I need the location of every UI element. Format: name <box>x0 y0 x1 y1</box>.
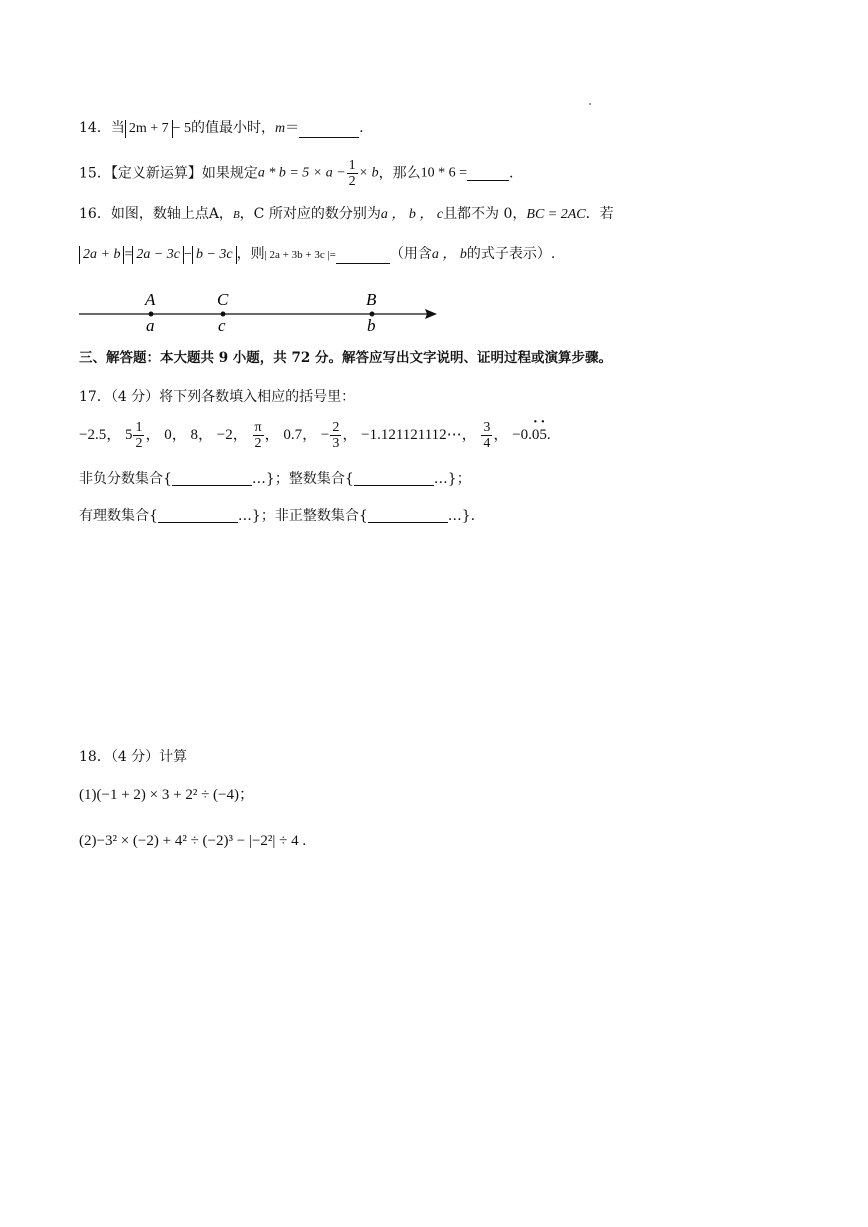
sep: ， <box>342 427 358 443</box>
q15-frac-num: 1 <box>348 158 356 173</box>
num-11-repeat-1: · 0 <box>532 428 540 443</box>
q16-bc: BC = 2AC <box>526 207 586 222</box>
num-8-sign: − <box>320 427 330 443</box>
q14-mid: 的值最小时， <box>191 120 276 136</box>
q18-part-2-expr: −3² × (−2) + 4² ÷ (−2)³ − |−2²| ÷ 4 . <box>96 833 307 849</box>
value-a-label: a <box>146 316 155 335</box>
q16-text-e: ．若 <box>585 206 614 222</box>
set-nonpos-integer-label: 非正整数集合{ <box>274 508 368 524</box>
q15-lhs: a * b = 5 × a − <box>257 165 346 181</box>
value-b-label: b <box>367 316 376 335</box>
value-c-label: c <box>218 316 226 335</box>
q15-rhs: × b <box>358 165 379 181</box>
q15-prefix: 15．【定义新运算】如果规定 <box>79 165 258 182</box>
q15-mid: ，那么 <box>378 165 421 182</box>
q14-var: m <box>275 121 286 136</box>
number-line-figure <box>75 288 445 338</box>
num-9: −1.121121112⋯ <box>361 427 462 443</box>
q16-then: ，则 <box>236 246 265 262</box>
set-close: …} <box>433 471 457 487</box>
q15-calc: 10 * 6 = <box>420 165 468 181</box>
num-2-num: 1 <box>135 420 143 435</box>
q14-abs <box>125 120 173 138</box>
sep: ， <box>264 427 280 443</box>
sep: ， <box>461 427 477 443</box>
set-rational-label: 有理数集合{ <box>79 508 158 524</box>
num-3: 0 <box>164 427 172 443</box>
sep: ， <box>145 427 161 443</box>
num-8-num: 2 <box>332 420 340 435</box>
num-10-num: 3 <box>483 420 491 435</box>
q16-minus: − <box>184 247 192 262</box>
question-16-line1 <box>79 207 614 222</box>
q14-end: . <box>359 120 364 136</box>
question-17-numbers <box>79 420 551 451</box>
sep: ， <box>198 427 214 443</box>
q16-tail-end: 的式子表示）. <box>466 246 556 262</box>
set-integer-blank[interactable] <box>354 471 434 486</box>
q15-answer-blank[interactable] <box>467 166 509 181</box>
corner-mark <box>589 103 591 105</box>
section-3-heading: 三、解答题：本大题共 9 小题，共 72 分。解答应写出文字说明、证明过程或演算步骤。 <box>79 350 612 366</box>
q18-part-1-label: (1) <box>79 787 97 803</box>
q16-vars: a ， b ， c <box>380 207 444 222</box>
num-4: 8 <box>190 427 199 443</box>
q18-part-1-expr: (−1 + 2) × 3 + 2² ÷ (−4)； <box>96 787 255 803</box>
sep: ， <box>493 427 509 443</box>
num-7: 0.7 <box>283 427 303 443</box>
num-2-den: 2 <box>135 436 143 451</box>
set-close-end: …}. <box>447 508 476 524</box>
num-2-int: 5 <box>124 427 133 443</box>
q16-text-d: 且都不为 0， <box>443 206 527 222</box>
set-close: …} <box>237 508 261 524</box>
num-1: −2.5 <box>79 427 107 443</box>
num-5: −2 <box>216 427 233 443</box>
question-15 <box>79 158 513 189</box>
q16-tail: （用含 <box>389 246 432 262</box>
q14-eq: ＝ <box>285 121 300 136</box>
q18-part-2-label: (2) <box>79 833 97 849</box>
q16-abs1 <box>79 246 124 264</box>
set-nonneg-fraction-blank[interactable] <box>172 471 252 486</box>
set-semi: ； <box>456 471 471 487</box>
question-14 <box>79 120 364 138</box>
sep: ， <box>302 427 318 443</box>
question-17-title: 17．（4 分）将下列各数填入相应的括号里： <box>79 389 356 405</box>
num-2-frac <box>133 420 144 451</box>
q16-answer-blank[interactable] <box>336 249 390 264</box>
q16-point-b: B <box>232 209 240 221</box>
set-close: …} <box>251 471 275 487</box>
q14-rest: − 5 <box>172 121 192 136</box>
sep: ， <box>106 427 122 443</box>
set-nonpos-integer-blank[interactable] <box>368 508 448 523</box>
q16-prefix: 16．如图，数轴上点A， <box>79 206 233 222</box>
q16-abs1-expr: 2a + b <box>83 247 121 262</box>
num-6-frac <box>253 420 264 451</box>
num-10-frac <box>481 420 492 451</box>
q16-text-c: ，C 所对应的数分别为 <box>239 206 381 222</box>
q18-part-1 <box>79 788 254 803</box>
num-11 <box>512 427 547 443</box>
point-b-label: B <box>366 290 377 309</box>
sep: ， <box>232 427 248 443</box>
q16-abs3-expr: b − 3c <box>195 247 233 262</box>
q14-prefix: 14．当 <box>79 120 125 136</box>
q15-frac-den: 2 <box>348 174 356 189</box>
q15-end: . <box>509 165 514 182</box>
q16-query: | 2a + 3b + 3c |= <box>264 249 336 261</box>
sets-row-1 <box>79 471 471 486</box>
question-16-line2 <box>79 246 555 264</box>
num-end: . <box>546 427 551 443</box>
num-8-den: 3 <box>332 436 340 451</box>
q14-abs-expr: 2m + 7 <box>128 121 169 136</box>
sets-row-2 <box>79 508 475 523</box>
set-integer-label: 整数集合{ <box>288 471 354 487</box>
sep: ， <box>171 427 187 443</box>
q16-abs2-expr: 2a − 3c <box>136 247 181 262</box>
q14-answer-blank[interactable] <box>299 123 359 138</box>
num-6-den: 2 <box>254 436 262 451</box>
num-11-repeat-2: · 5 <box>539 428 547 443</box>
set-semi: ； <box>260 508 275 524</box>
q16-tail-vars: a ， b <box>431 247 467 262</box>
q15-fraction <box>347 158 358 189</box>
point-a-label: A <box>145 290 156 309</box>
q16-abs3 <box>192 246 237 264</box>
set-nonneg-fraction-label: 非负分数集合{ <box>79 471 172 487</box>
num-10-den: 4 <box>483 436 491 451</box>
point-c-label: C <box>217 290 229 309</box>
num-8-frac <box>330 420 341 451</box>
set-semi: ； <box>274 471 289 487</box>
q16-abs2 <box>132 246 184 264</box>
q18-part-2 <box>79 834 306 849</box>
num-6-num: π <box>254 420 262 435</box>
set-rational-blank[interactable] <box>158 508 238 523</box>
question-18-title: 18．（4 分）计算 <box>79 749 188 765</box>
q16-eq: = <box>124 247 133 262</box>
num-11-pre: −0. <box>512 427 532 443</box>
